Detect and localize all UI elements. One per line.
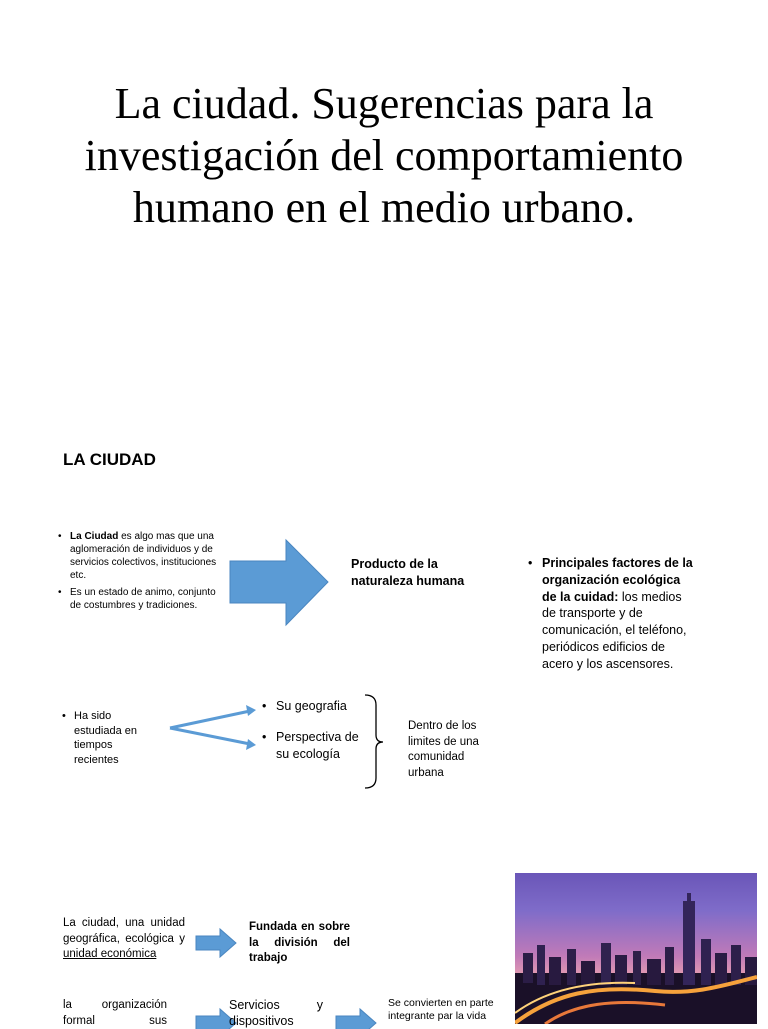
factores-bold: Principales factores de la organización ecológica de la cuidad: (542, 556, 693, 604)
fundada-text: Fundada en sobre la división del trabajo (249, 921, 350, 964)
organizacion-text: la organización formal sus (63, 999, 167, 1027)
unidad-pre: La ciudad, una unidad geográfica, ecológica y (63, 917, 185, 945)
servicios-text: Servicios y dispositivos (229, 998, 323, 1028)
factores-text: los medios de transporte y de comunicación, el teléfono, periódicos edificios de acero y los ascensores. (542, 589, 687, 671)
unidad-underlined: unidad económica (63, 948, 157, 960)
city-skyline-graphic (515, 873, 757, 1024)
section-heading: LA CIUDAD (63, 450, 156, 469)
convierten-text: Se convierten en parte integrante par la vida (388, 997, 494, 1022)
city-night-photo (515, 873, 757, 1024)
bullet-text: es algo mas que una aglomeración de individuos y de servicios colectivos, instituciones etc. (70, 531, 217, 581)
branch-item-text: Su geografia (276, 699, 347, 713)
bullet-bold-term: La Ciudad (70, 531, 119, 542)
dentro-text: Dentro de los limites de una comunidad urbana (408, 720, 479, 779)
branch-item-text: Perspectiva de su ecología (276, 730, 359, 761)
bullet-text: Es un estado de animo, conjunto de costumbres y tradiciones. (70, 587, 216, 611)
slide-title: La ciudad. Sugerencias para la investigación del comportamiento humano en el medio urbano. (84, 79, 684, 232)
producto-text: Producto de la naturaleza humana (351, 557, 465, 588)
estudiada-text: Ha sido estudiada en tiempos recientes (74, 710, 137, 766)
